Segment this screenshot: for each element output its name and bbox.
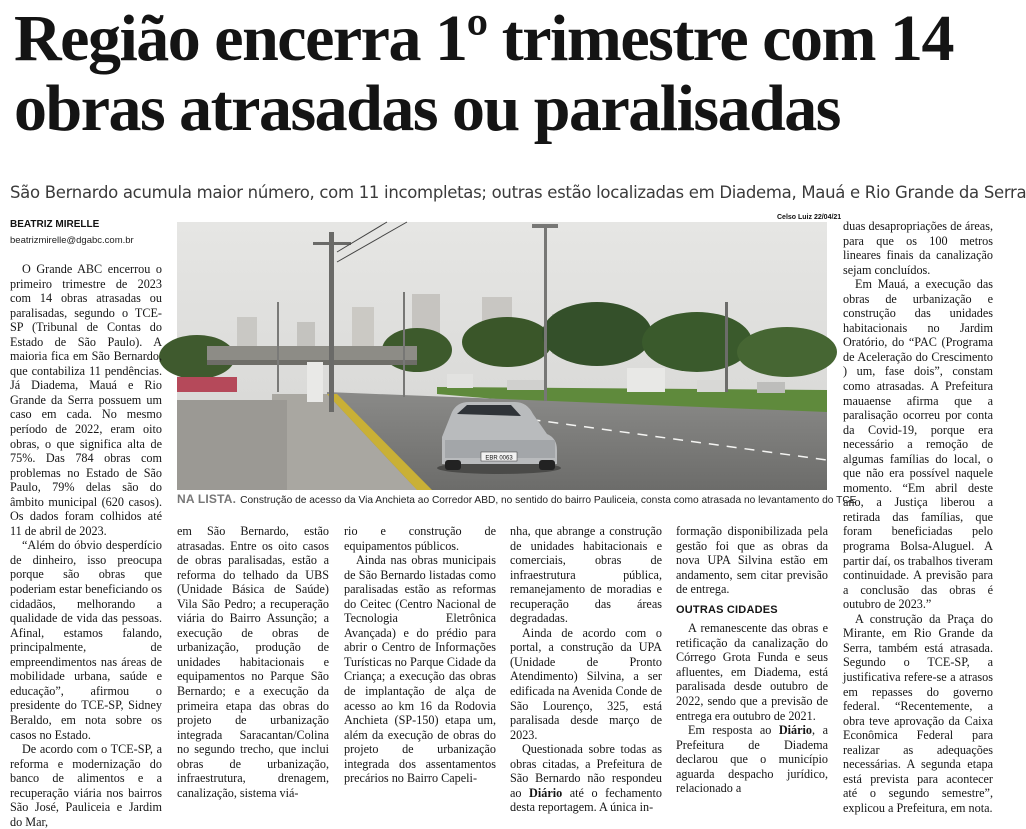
photo-credit: Celso Luiz 22/04/21 xyxy=(777,214,842,221)
paragraph: formação disponibilizada pela gestão foi que as obras da nova UPA Silvina estão em andamento, sem citar previsão de entrega. xyxy=(676,524,828,597)
license-plate: EBR 0063 xyxy=(485,455,513,462)
paragraph: Questionada sobre todas as obras citadas, a Prefeitura de São Bernardo não respondeu ao Diário até o fechamento desta reportagem. A única in- xyxy=(510,742,662,815)
news-photo xyxy=(177,222,827,490)
subheadline: São Bernardo acumula maior número, com 11 incompletas; outras estão localizadas em Diadema, Mauá e Rio Grande da Serra xyxy=(10,183,1026,202)
paragraph: Ainda nas obras municipais de São Bernardo listadas como paralisadas estão as reformas do Ceitec (Centro Nacional de Tecnologia Eletrônica Avançada) e do prédio para abrir o Centro de Informações Turísticas no Parque Cidade da Criança; a execução das obras de implantação de alça de acesso ao km 16 da Rodovia Anchieta (SP-150) etapa um, além da execução de obras do projeto de urbanização integrada dos assentamentos precários no Bairro Capeli- xyxy=(344,553,496,786)
paragraph: Em Mauá, a execução das obras de urbanização e construção das unidades habitacionais no Jardim Oratório, do “PAC (Programa de Aceleração do Crescimento ) um, fase dois”, constam como atrasadas. A Prefeitura mauaense afirma que a paralisação ocorreu por conta da Covid-19, porque era necessário a remoção de algumas famílias do local, o que não era possível naquele momento. “Em abril deste ano, a Justiça liberou a retirada das famílias, que foram beneficiadas pelo programa Bolsa-Aluguel. A partir daí, os trabalhos tiveram continuidade. A previsão para a conclusão das obras é outubro de 2023.” xyxy=(843,277,993,612)
article-column-1 xyxy=(10,262,162,829)
photo-caption xyxy=(177,492,857,508)
paragraph: De acordo com o TCE-SP, a reforma e modernização do banco de alimentos e a recuperação viária nos bairros São José, Pauliceia e Jardim do Mar, xyxy=(10,742,162,829)
paragraph: Em resposta ao Diário, a Prefeitura de Diadema declarou que o município aguarda despacho jurídico, relacionado a xyxy=(676,723,828,796)
newspaper-name: Diário xyxy=(778,723,813,738)
paragraph: A remanescente das obras e retificação da canalização do Córrego Grota Funda e seus afluentes, em Diadema, está paralisada desde outubro de 2022, sendo que a previsão de entrega era outubro de 2021. xyxy=(676,621,828,723)
paragraph: em São Bernardo, estão atrasadas. Entre os oito casos de obras paralisadas, estão a reforma do telhado da UBS (Unidade Básica de Saúde) Vila São Pedro; a recuperação viária do Bairro Assunção; a execução de obras de urbanização, produção de unidades habitacionais e equipamentos no Parque São Bernardo; e a execução da primeira etapa das obras do projeto de urbanização integrada Saracantan/Colina no segundo trecho, que inclui obras de urbanização, infraestrutura, drenagem, canalização, sistema viá- xyxy=(177,524,329,800)
article-column-6 xyxy=(843,219,993,815)
paragraph: duas desapropriações de áreas, para que os 100 metros lineares finais da canalização sejam concluídos. xyxy=(843,219,993,277)
newspaper-name: Diário xyxy=(529,785,563,800)
paragraph: O Grande ABC encerrou o primeiro trimestre de 2023 com 14 obras atrasadas ou paralisadas, segundo o TCE-SP (Tribunal de Contas do Estado de São Paulo). A maioria fica em São Bernardo, que contabiliza 11 pendências. Já Diadema, Mauá e Rio Grande da Serra possuem um caso em cada. No mesmo período de 2022, eram oito obras, o que significa alta de 75%. Das 784 obras com problemas no Estado de São Paulo, 79% delas são do âmbito municipal (620 casos). Os dados foram colhidos até 11 de abril de 2023. xyxy=(10,262,162,538)
paragraph: A construção da Praça do Mirante, em Rio Grande da Serra, também está atrasada. Segundo o TCE-SP, a justificativa refere-se a atrasos em repasses do governo federal. “Recentemente, a obra teve aprovação da Caixa Econômica Federal para realizar as adequações necessárias. A segunda etapa está prevista para acontecer até o segundo semestre”, explicou a Prefeitura, em nota. xyxy=(843,611,993,815)
byline: BEATRIZ MIRELLE xyxy=(10,219,100,230)
headline: Região encerra 1º trimestre com 14 obras atrasadas ou paralisadas xyxy=(14,2,953,145)
article-column-4 xyxy=(510,524,662,815)
caption-text: Construção de acesso da Via Anchieta ao Corredor ABD, no sentido do bairro Pauliceia, consta como atrasada no levantamento do TCE xyxy=(240,495,857,506)
paragraph: nha, que abrange a construção de unidades habitacionais e comerciais, obras de infraestrutura pública, remanejamento de moradias e recuperação das áreas degradadas. xyxy=(510,524,662,626)
article-column-2 xyxy=(177,524,329,800)
caption-label: NA LISTA. xyxy=(177,492,237,506)
paragraph: rio e construção de equipamentos públicos. xyxy=(344,524,496,553)
paragraph: “Além do óbvio desperdício de dinheiro, isso preocupa porque são obras que poderiam estar beneficiando os cidadãos, melhorando a qualidade de vida das pessoas. Afinal, estamos falando, principalmente, de empreendimentos nas áreas de mobilidade urbana, saúde e educação”, afirmou o presidente do TCE-SP, Sidney Beraldo, em nota sobre os casos no Estado. xyxy=(10,538,162,742)
article-column-5 xyxy=(676,524,828,796)
author-email: beatrizmirelle@dgabc.com.br xyxy=(10,235,134,246)
paragraph: Ainda de acordo com o portal, a construção da UPA (Unidade de Pronto Atendimento) Silvina, a ser edificada na Avenida Conde de São Lourenço, 325, está paralisada desde março de 2023. xyxy=(510,625,662,742)
article-column-3 xyxy=(344,524,496,790)
section-heading: OUTRAS CIDADES xyxy=(676,603,778,616)
